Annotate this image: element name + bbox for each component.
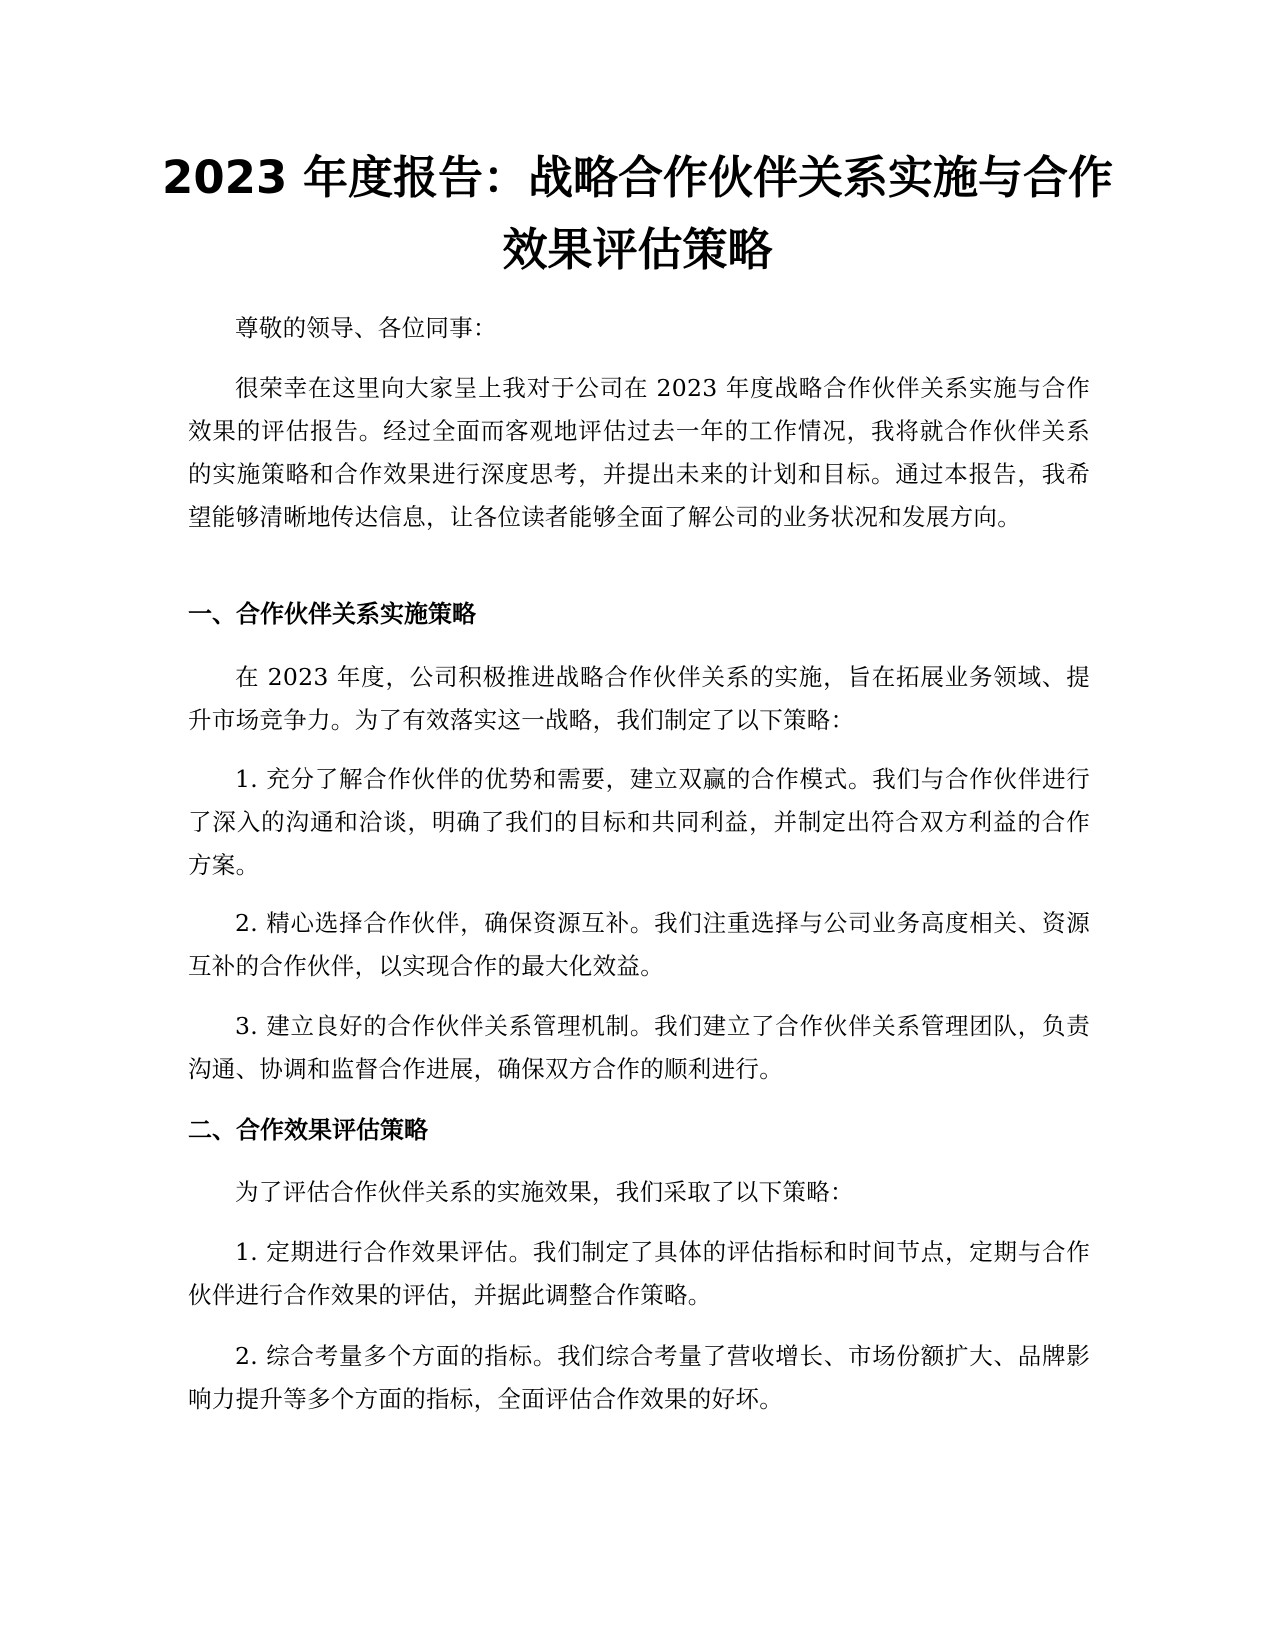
section-1-item-3: 3. 建立良好的合作伙伴关系管理机制。我们建立了合作伙伴关系管理团队，负责沟通、协调和监督合作进展，确保双方合作的顺利进行。: [188, 1012, 1090, 1083]
section-2-intro: 为了评估合作伙伴关系的实施效果，我们采取了以下策略：: [235, 1178, 854, 1206]
section-2-item-1: 1. 定期进行合作效果评估。我们制定了具体的评估指标和时间节点，定期与合作伙伴进行合作效果的评估，并据此调整合作策略。: [188, 1238, 1090, 1309]
document-title: 2023 年度报告：战略合作伙伴关系实施与合作效果评估策略: [162, 151, 1113, 276]
section-2-heading: 二、合作效果评估策略: [188, 1116, 428, 1144]
section-1-heading: 一、合作伙伴关系实施策略: [188, 600, 476, 628]
section-1-item-1: 1. 充分了解合作伙伴的优势和需要，建立双赢的合作模式。我们与合作伙伴进行了深入的沟通和洽谈，明确了我们的目标和共同利益，并制定出符合双方利益的合作方案。: [188, 765, 1090, 879]
section-2-item-2: 2. 综合考量多个方面的指标。我们综合考量了营收增长、市场份额扩大、品牌影响力提升等多个方面的指标，全面评估合作效果的好坏。: [188, 1342, 1090, 1413]
intro-paragraph: 很荣幸在这里向大家呈上我对于公司在 2023 年度战略合作伙伴关系实施与合作效果的评估报告。经过全面而客观地评估过去一年的工作情况，我将就合作伙伴关系的实施策略和合作效果进行深度思考，并提出未来的计划和目标。通过本报告，我希望能够清晰地传达信息，让各位读者能够全面了解公司的业务状况和发展方向。: [188, 374, 1090, 531]
section-1-intro: 在 2023 年度，公司积极推进战略合作伙伴关系的实施，旨在拓展业务领域、提升市场竞争力。为了有效落实这一战略，我们制定了以下策略：: [188, 663, 1090, 734]
section-1-item-2: 2. 精心选择合作伙伴，确保资源互补。我们注重选择与公司业务高度相关、资源互补的合作伙伴，以实现合作的最大化效益。: [188, 909, 1090, 980]
salutation: 尊敬的领导、各位同事：: [235, 314, 497, 342]
